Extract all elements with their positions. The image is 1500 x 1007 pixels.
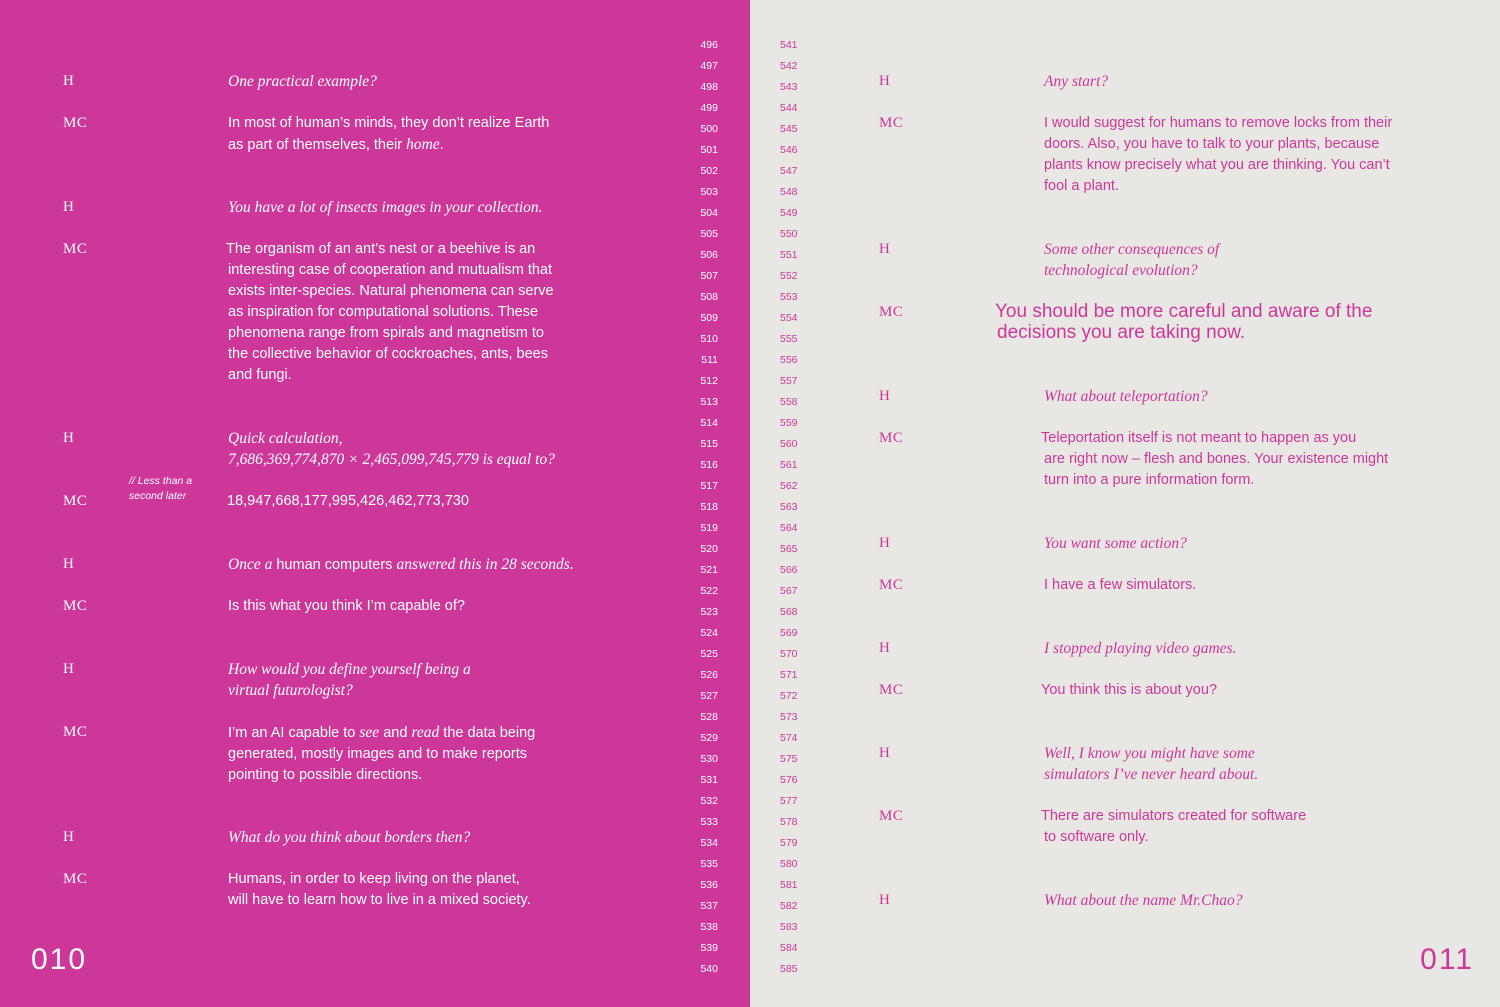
answer-emphasis: read (411, 724, 440, 741)
line-number: 584 (780, 942, 798, 954)
line-number: 526 (700, 669, 718, 681)
line-number: 578 (780, 816, 798, 828)
line-number: 510 (700, 333, 718, 345)
line-number: 556 (780, 354, 798, 366)
answer-fragment: and (379, 725, 412, 741)
speaker-label: MC (63, 115, 88, 131)
line-number: 555 (780, 333, 798, 345)
answer-line: I would suggest for humans to remove locks from their (1044, 115, 1393, 131)
line-number: 571 (780, 669, 798, 681)
speaker-label: MC (63, 493, 88, 509)
question-text: What do you think about borders then? (228, 829, 471, 846)
line-number: 518 (700, 501, 718, 513)
line-number: 563 (780, 501, 798, 513)
line-number: 500 (700, 123, 718, 135)
question-fragment: human computers (272, 557, 397, 573)
answer-text: Is this what you think I’m capable of? (228, 598, 465, 614)
speaker-label: MC (63, 598, 88, 614)
answer-text (228, 869, 531, 911)
line-number: 517 (700, 480, 718, 492)
question-line: How would you define yourself being a (228, 661, 471, 678)
speaker-label: H (879, 388, 891, 404)
question-line: Quick calculation, (228, 430, 343, 447)
line-number: 577 (780, 795, 798, 807)
question-fragment: Once a (228, 556, 273, 573)
speaker-label: H (63, 829, 75, 845)
answer-text (226, 239, 554, 386)
line-number: 574 (780, 732, 798, 744)
line-number: 501 (700, 144, 718, 156)
answer-line: exists inter-species. Natural phenomena can serve (228, 283, 554, 299)
left-line-numbers (682, 35, 718, 980)
line-number: 557 (780, 375, 798, 387)
page-number: 010 (31, 943, 88, 976)
line-number: 545 (780, 123, 798, 135)
line-number: 576 (780, 774, 798, 786)
speaker-label: H (879, 535, 891, 551)
speaker-label: H (63, 430, 75, 446)
answer-line: and fungi. (228, 367, 292, 383)
line-number: 543 (780, 81, 798, 93)
line-number: 569 (780, 627, 798, 639)
line-number: 525 (700, 648, 718, 660)
line-number: 585 (780, 963, 798, 975)
answer-line: generated, mostly images and to make reports (228, 746, 528, 762)
line-number: 560 (780, 438, 798, 450)
answer-line: There are simulators created for software (1041, 808, 1307, 824)
right-line-numbers (780, 35, 816, 980)
speaker-label: H (63, 661, 75, 677)
answer-line: will have to learn how to live in a mixed society. (228, 892, 531, 908)
line-number: 566 (780, 564, 798, 576)
line-number: 537 (700, 900, 718, 912)
line-number: 539 (700, 942, 718, 954)
page-number: 011 (1420, 943, 1474, 976)
answer-text (1044, 113, 1392, 197)
question-line: technological evolution? (1044, 262, 1198, 279)
speaker-label: H (63, 199, 75, 215)
speaker-label: MC (879, 115, 904, 131)
line-number: 524 (700, 627, 718, 639)
answer-line: to software only. (1044, 829, 1149, 845)
line-number: 523 (700, 606, 718, 618)
line-number: 582 (780, 900, 798, 912)
answer-line: the collective behavior of cockroaches, ants, bees (228, 346, 548, 362)
line-number: 535 (700, 858, 718, 870)
speaker-label: MC (63, 724, 88, 740)
line-number: 516 (700, 459, 718, 471)
line-number: 536 (700, 879, 718, 891)
line-number: 552 (780, 270, 798, 282)
answer-text-large (995, 301, 1372, 343)
answer-text: I have a few simulators. (1044, 577, 1197, 593)
speaker-label: H (879, 73, 891, 89)
answer-line: doors. Also, you have to talk to your plants, because (1044, 136, 1380, 152)
speaker-label: H (63, 73, 75, 89)
answer-line: In most of human’s minds, they don’t realize Earth (228, 115, 550, 131)
timing-note (129, 474, 192, 504)
answer-line: plants know precisely what you are thinking. You can’t (1044, 157, 1390, 173)
speaker-label: H (879, 892, 891, 908)
speaker-label: MC (879, 577, 904, 593)
line-number: 530 (700, 753, 718, 765)
line-number: 583 (780, 921, 798, 933)
line-number: 532 (700, 795, 718, 807)
question-text (228, 659, 471, 701)
line-number: 564 (780, 522, 798, 534)
line-number: 581 (780, 879, 798, 891)
line-number: 562 (780, 480, 798, 492)
speaker-label: H (879, 640, 891, 656)
question-line: simulators I’ve never heard about. (1044, 766, 1259, 783)
speaker-label: MC (879, 430, 904, 446)
answer-line: You should be more careful and aware of the (995, 301, 1373, 322)
line-number: 514 (700, 417, 718, 429)
answer-line: interesting case of cooperation and mutualism that (228, 262, 553, 278)
question-line: virtual futurologist? (228, 682, 353, 699)
answer-line (228, 134, 549, 156)
question-text (228, 428, 555, 470)
line-number: 579 (780, 837, 798, 849)
line-number: 506 (700, 249, 718, 261)
line-number: 503 (700, 186, 718, 198)
answer-fragment: I’m an AI capable to (228, 725, 360, 741)
answer-line: decisions you are taking now. (997, 322, 1246, 343)
speaker-label: MC (63, 871, 88, 887)
line-number: 527 (700, 690, 718, 702)
question-text: You want some action? (1044, 535, 1187, 552)
line-number: 498 (700, 81, 718, 93)
line-number: 573 (780, 711, 798, 723)
answer-fragment: . (439, 137, 444, 153)
question-text: Any start? (1044, 73, 1109, 90)
speaker-label: H (879, 241, 891, 257)
line-number: 540 (700, 963, 718, 975)
line-number: 541 (780, 39, 798, 51)
answer-line: turn into a pure information form. (1044, 472, 1255, 488)
line-number: 513 (700, 396, 718, 408)
answer-text (228, 722, 535, 786)
answer-fragment: as part of themselves, their (228, 137, 407, 153)
line-number: 542 (780, 60, 798, 72)
answer-line: as inspiration for computational solutions. These (228, 304, 539, 320)
line-number: 496 (700, 39, 718, 51)
line-number: 548 (780, 186, 798, 198)
line-number: 534 (700, 837, 718, 849)
line-number: 546 (780, 144, 798, 156)
timing-note-line: // Less than a (129, 475, 193, 487)
line-number: 515 (700, 438, 718, 450)
line-number: 551 (780, 249, 798, 261)
question-text: One practical example? (228, 73, 377, 90)
question-fragment: answered this in 28 seconds. (396, 556, 574, 573)
answer-line: phenomena range from spirals and magnetism to (228, 325, 544, 341)
line-number: 533 (700, 816, 718, 828)
line-number: 505 (700, 228, 718, 240)
answer-emphasis: home (406, 136, 440, 153)
line-number: 561 (780, 459, 798, 471)
question-text: What about the name Mr.Chao? (1044, 892, 1243, 909)
question-text: You have a lot of insects images in your collection. (228, 199, 543, 216)
line-number: 575 (780, 753, 798, 765)
line-number: 529 (700, 732, 718, 744)
line-number: 522 (700, 585, 718, 597)
line-number: 521 (700, 564, 718, 576)
line-number: 559 (780, 417, 798, 429)
question-line: 7,686,369,774,870 × 2,465,099,745,779 is equal to? (228, 451, 555, 468)
right-page (750, 0, 1500, 1007)
question-text: I stopped playing video games. (1044, 640, 1237, 657)
line-number: 550 (780, 228, 798, 240)
question-text (1044, 239, 1219, 281)
answer-text: 18,947,668,177,995,426,462,773,730 (227, 493, 469, 509)
timing-note-line: second later (129, 490, 187, 502)
line-number: 520 (700, 543, 718, 555)
line-number: 504 (700, 207, 718, 219)
line-number: 549 (780, 207, 798, 219)
speaker-label: MC (879, 808, 904, 824)
line-number: 580 (780, 858, 798, 870)
line-number: 507 (700, 270, 718, 282)
answer-line (228, 722, 535, 744)
line-number: 572 (780, 690, 798, 702)
answer-line: Teleportation itself is not meant to happen as you (1041, 430, 1357, 446)
line-number: 553 (780, 291, 798, 303)
answer-line: are right now – flesh and bones. Your existence might (1044, 451, 1389, 467)
line-number: 499 (700, 102, 718, 114)
answer-line: Humans, in order to keep living on the planet, (228, 871, 520, 887)
speaker-label: H (63, 556, 75, 572)
answer-fragment: the data being (439, 725, 536, 741)
line-number: 554 (780, 312, 798, 324)
question-line: Well, I know you might have some (1044, 745, 1255, 762)
line-number: 570 (780, 648, 798, 660)
line-number: 568 (780, 606, 798, 618)
answer-line: pointing to possible directions. (228, 767, 423, 783)
answer-text (1041, 428, 1388, 491)
line-number: 502 (700, 165, 718, 177)
line-number: 519 (700, 522, 718, 534)
speaker-label: MC (879, 304, 904, 320)
line-number: 508 (700, 291, 718, 303)
line-number: 512 (700, 375, 718, 387)
line-number: 509 (700, 312, 718, 324)
question-line: Some other consequences of (1044, 241, 1220, 258)
question-text (1044, 743, 1258, 785)
line-number: 497 (700, 60, 718, 72)
answer-text (1041, 806, 1306, 848)
answer-text (228, 113, 549, 156)
line-number: 558 (780, 396, 798, 408)
line-number: 565 (780, 543, 798, 555)
answer-line: The organism of an ant’s nest or a beehive is an (226, 241, 536, 257)
line-number: 544 (780, 102, 798, 114)
answer-text: You think this is about you? (1041, 682, 1218, 698)
question-text: What about teleportation? (1044, 388, 1208, 405)
speaker-label: MC (63, 241, 88, 257)
line-number: 567 (780, 585, 798, 597)
speaker-label: MC (879, 682, 904, 698)
line-number: 511 (701, 354, 718, 366)
question-text (228, 554, 574, 576)
speaker-label: H (879, 745, 891, 761)
answer-line: fool a plant. (1044, 178, 1119, 194)
answer-emphasis: see (359, 724, 380, 741)
line-number: 528 (700, 711, 718, 723)
line-number: 547 (780, 165, 798, 177)
line-number: 538 (700, 921, 718, 933)
line-number: 531 (700, 774, 718, 786)
